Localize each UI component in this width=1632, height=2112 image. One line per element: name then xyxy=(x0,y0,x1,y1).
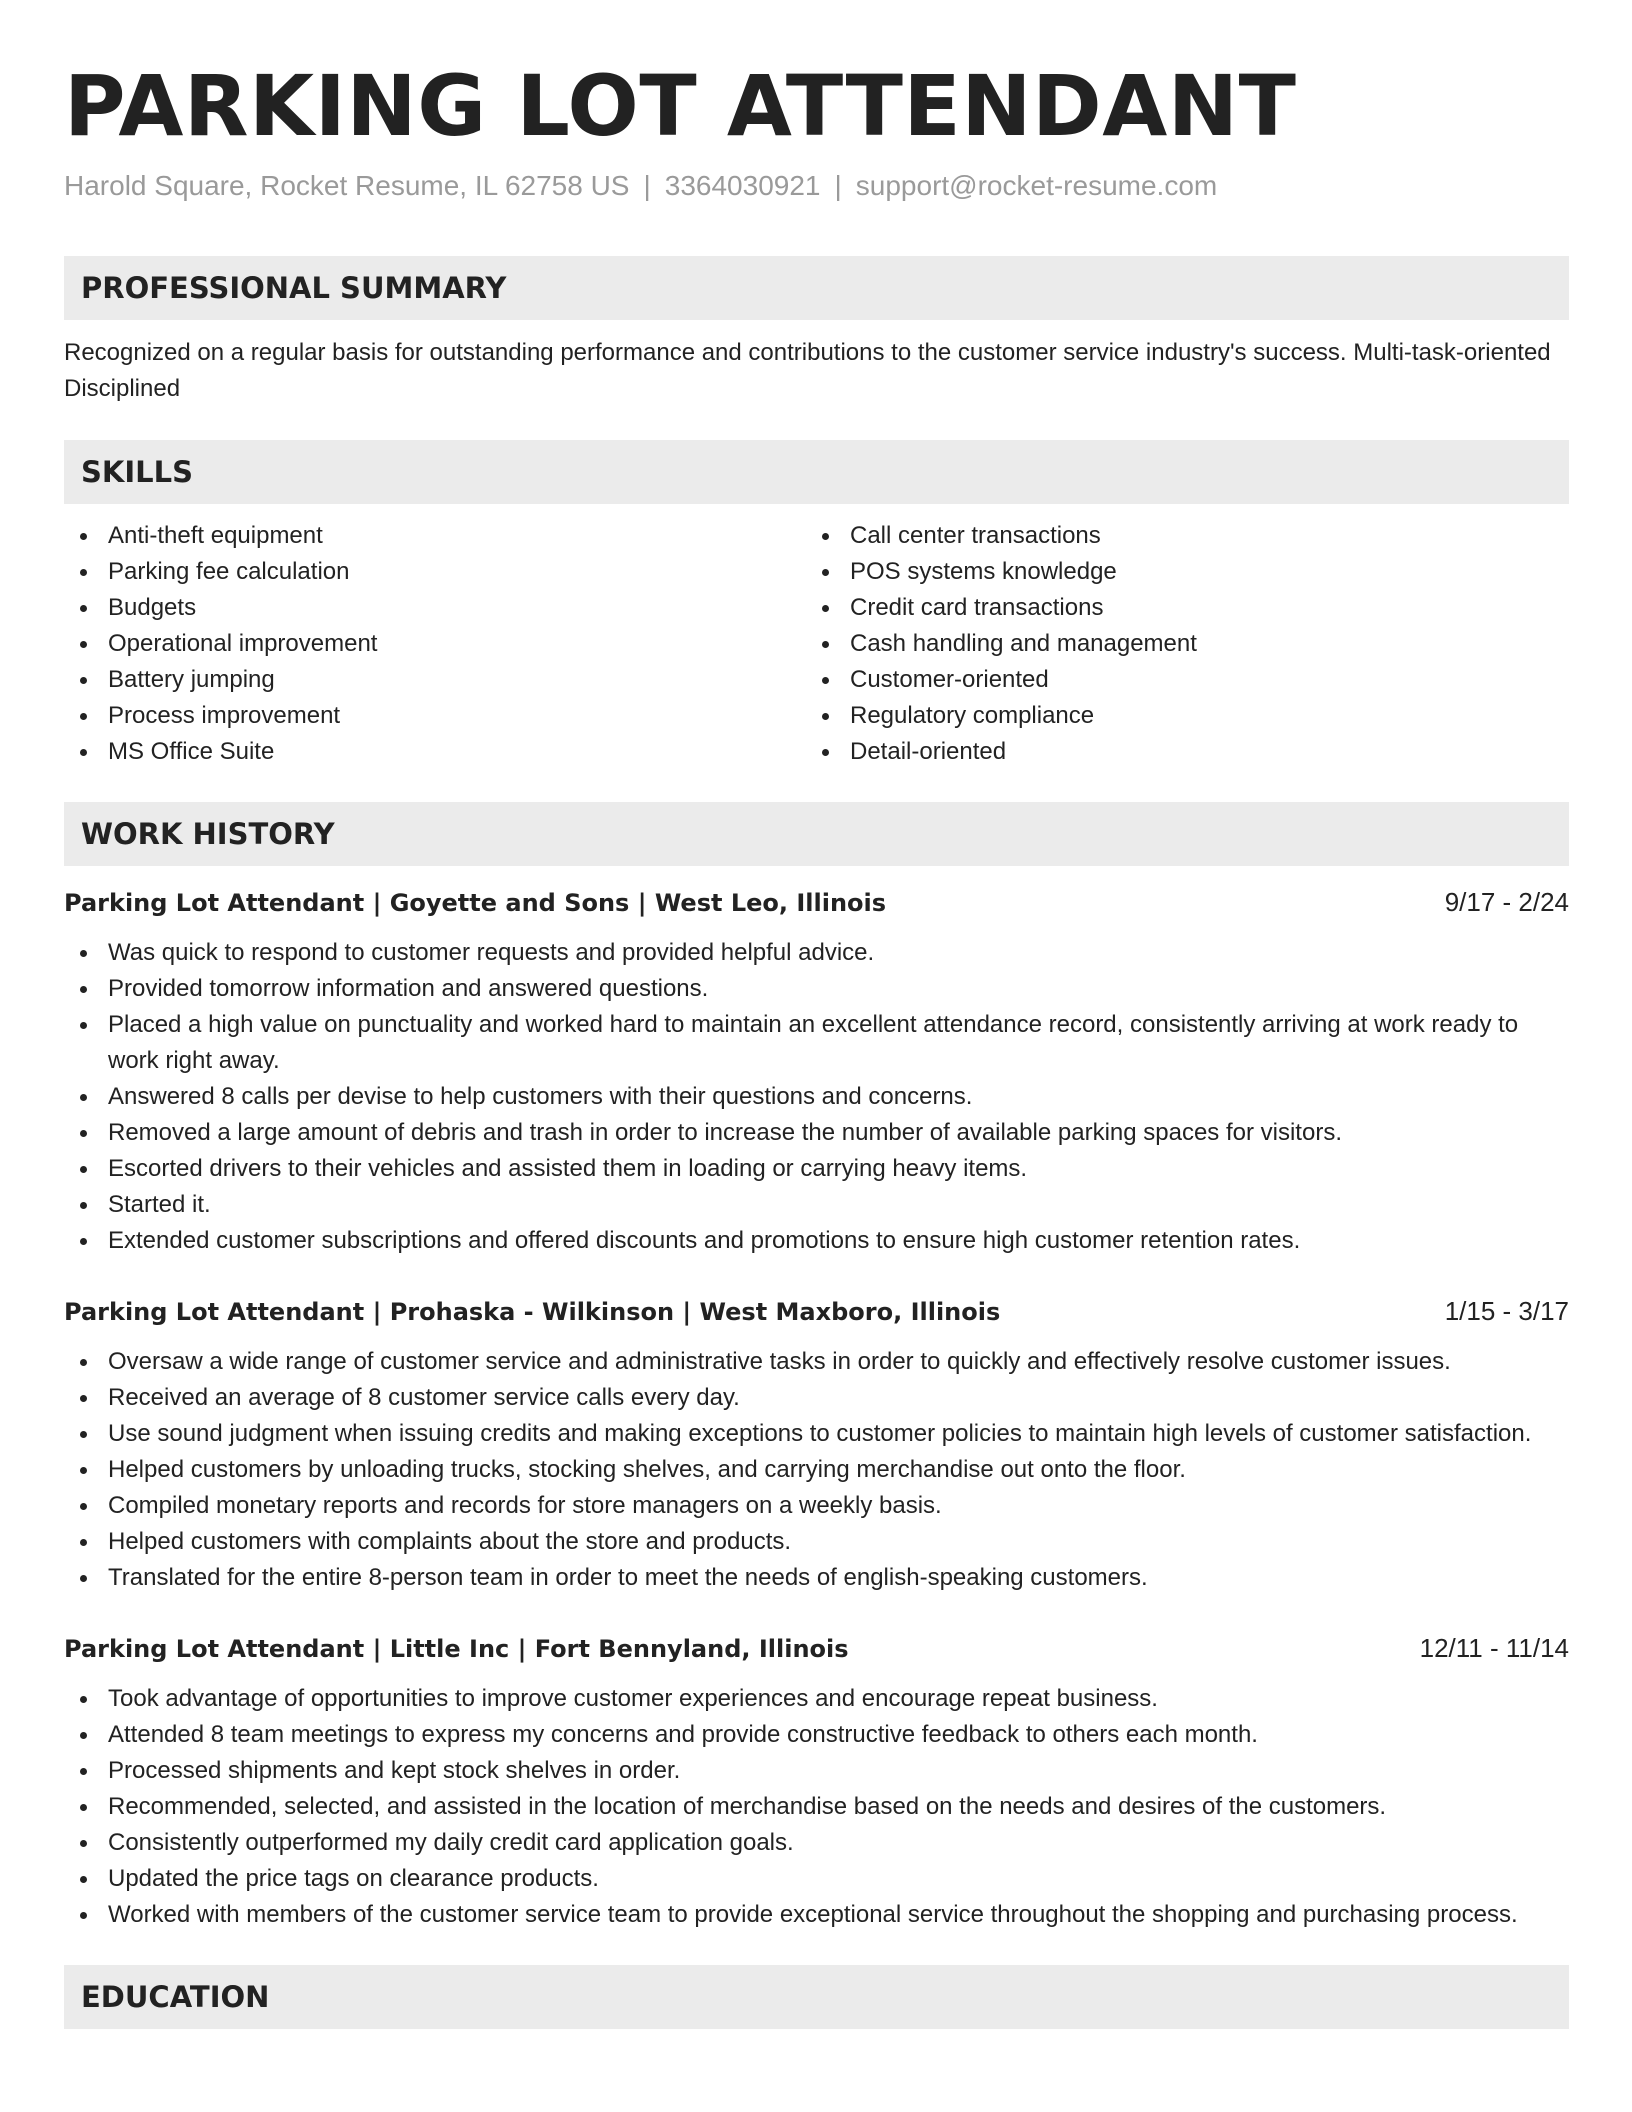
section-header-education: EDUCATION xyxy=(64,1965,1569,2029)
skills-column-left xyxy=(64,518,806,770)
job-header xyxy=(64,1630,1569,1667)
job-header xyxy=(64,884,1569,921)
job-bullet: Oversaw a wide range of customer service and administrative tasks in order to quickly and effectively resolve customer issues. xyxy=(64,1344,1569,1380)
section-header-professional-summary: PROFESSIONAL SUMMARY xyxy=(64,256,1569,320)
job-title: Parking Lot Attendant | Goyette and Sons | West Leo, Illinois xyxy=(64,889,887,917)
job-bullet: Helped customers by unloading trucks, stocking shelves, and carrying merchandise out onto the floor. xyxy=(64,1452,1569,1488)
skill-item: Detail-oriented xyxy=(806,734,1548,770)
job-bullet: Consistently outperformed my daily credit card application goals. xyxy=(64,1825,1569,1861)
skill-item: Anti-theft equipment xyxy=(64,518,806,554)
job-bullet: Was quick to respond to customer requests and provided helpful advice. xyxy=(64,935,1569,971)
contact-separator: | xyxy=(643,170,651,201)
job-bullet: Took advantage of opportunities to improve customer experiences and encourage repeat business. xyxy=(64,1681,1569,1717)
skill-item: Operational improvement xyxy=(64,626,806,662)
skill-item: Battery jumping xyxy=(64,662,806,698)
job-dates: 12/11 - 11/14 xyxy=(1419,1633,1569,1663)
contact-separator: | xyxy=(834,170,842,201)
job-bullet: Helped customers with complaints about the store and products. xyxy=(64,1524,1569,1560)
contact-email: support@rocket-resume.com xyxy=(855,170,1218,201)
job-bullet: Extended customer subscriptions and offered discounts and promotions to ensure high customer retention rates. xyxy=(64,1223,1569,1259)
job-bullet: Use sound judgment when issuing credits and making exceptions to customer policies to maintain high levels of customer satisfaction. xyxy=(64,1416,1569,1452)
skills-list-right xyxy=(806,518,1548,770)
job-bullet: Escorted drivers to their vehicles and assisted them in loading or carrying heavy items. xyxy=(64,1151,1569,1187)
section-header-work-history: WORK HISTORY xyxy=(64,802,1569,866)
contact-address: Harold Square, Rocket Resume, IL 62758 US xyxy=(64,170,630,201)
job-entry xyxy=(64,1293,1569,1596)
job-bullet: Placed a high value on punctuality and worked hard to maintain an excellent attendance record, consistently arriving at work ready to work right away. xyxy=(64,1007,1569,1079)
job-bullet: Removed a large amount of debris and trash in order to increase the number of available parking spaces for visitors. xyxy=(64,1115,1569,1151)
skills-column-right xyxy=(806,518,1548,770)
skill-item: MS Office Suite xyxy=(64,734,806,770)
job-dates: 1/15 - 3/17 xyxy=(1444,1296,1569,1326)
skill-item: Credit card transactions xyxy=(806,590,1548,626)
job-bullet-list xyxy=(64,1344,1569,1596)
skill-item: Cash handling and management xyxy=(806,626,1548,662)
job-bullet: Started it. xyxy=(64,1187,1569,1223)
job-bullet: Updated the price tags on clearance products. xyxy=(64,1861,1569,1897)
job-bullet: Recommended, selected, and assisted in the location of merchandise based on the needs and desires of the customers. xyxy=(64,1789,1569,1825)
skill-item: Call center transactions xyxy=(806,518,1548,554)
job-bullet: Processed shipments and kept stock shelves in order. xyxy=(64,1753,1569,1789)
skill-item: Customer-oriented xyxy=(806,662,1548,698)
job-header xyxy=(64,1293,1569,1330)
section-header-skills: SKILLS xyxy=(64,440,1569,504)
candidate-name: PARKING LOT ATTENDANT xyxy=(64,57,1297,155)
job-bullet-list xyxy=(64,1681,1569,1933)
contact-phone: 3364030921 xyxy=(664,170,821,201)
job-bullet: Worked with members of the customer service team to provide exceptional service throughout the shopping and purchasing process. xyxy=(64,1897,1569,1933)
job-title: Parking Lot Attendant | Prohaska - Wilkinson | West Maxboro, Illinois xyxy=(64,1298,1001,1326)
job-entry xyxy=(64,884,1569,1259)
skill-item: Budgets xyxy=(64,590,806,626)
job-bullet: Answered 8 calls per devise to help customers with their questions and concerns. xyxy=(64,1079,1569,1115)
skill-item: Parking fee calculation xyxy=(64,554,806,590)
skills-list-left xyxy=(64,518,806,770)
job-title: Parking Lot Attendant | Little Inc | Fort Bennyland, Illinois xyxy=(64,1635,849,1663)
job-bullet: Received an average of 8 customer service calls every day. xyxy=(64,1380,1569,1416)
summary-text: Recognized on a regular basis for outstanding performance and contributions to the customer service industry's success. Multi-task-oriented Disciplined xyxy=(64,339,1551,402)
job-dates: 9/17 - 2/24 xyxy=(1444,887,1569,917)
job-bullet: Compiled monetary reports and records for store managers on a weekly basis. xyxy=(64,1488,1569,1524)
job-bullet: Translated for the entire 8-person team in order to meet the needs of english-speaking customers. xyxy=(64,1560,1569,1596)
skills-grid xyxy=(64,518,1569,770)
job-entry xyxy=(64,1630,1569,1933)
work-history-list xyxy=(64,884,1569,1933)
job-bullet: Provided tomorrow information and answered questions. xyxy=(64,971,1569,1007)
skill-item: POS systems knowledge xyxy=(806,554,1548,590)
job-bullet-list xyxy=(64,935,1569,1259)
contact-line xyxy=(64,168,1569,204)
skill-item: Regulatory compliance xyxy=(806,698,1548,734)
job-bullet: Attended 8 team meetings to express my concerns and provide constructive feedback to others each month. xyxy=(64,1717,1569,1753)
skill-item: Process improvement xyxy=(64,698,806,734)
